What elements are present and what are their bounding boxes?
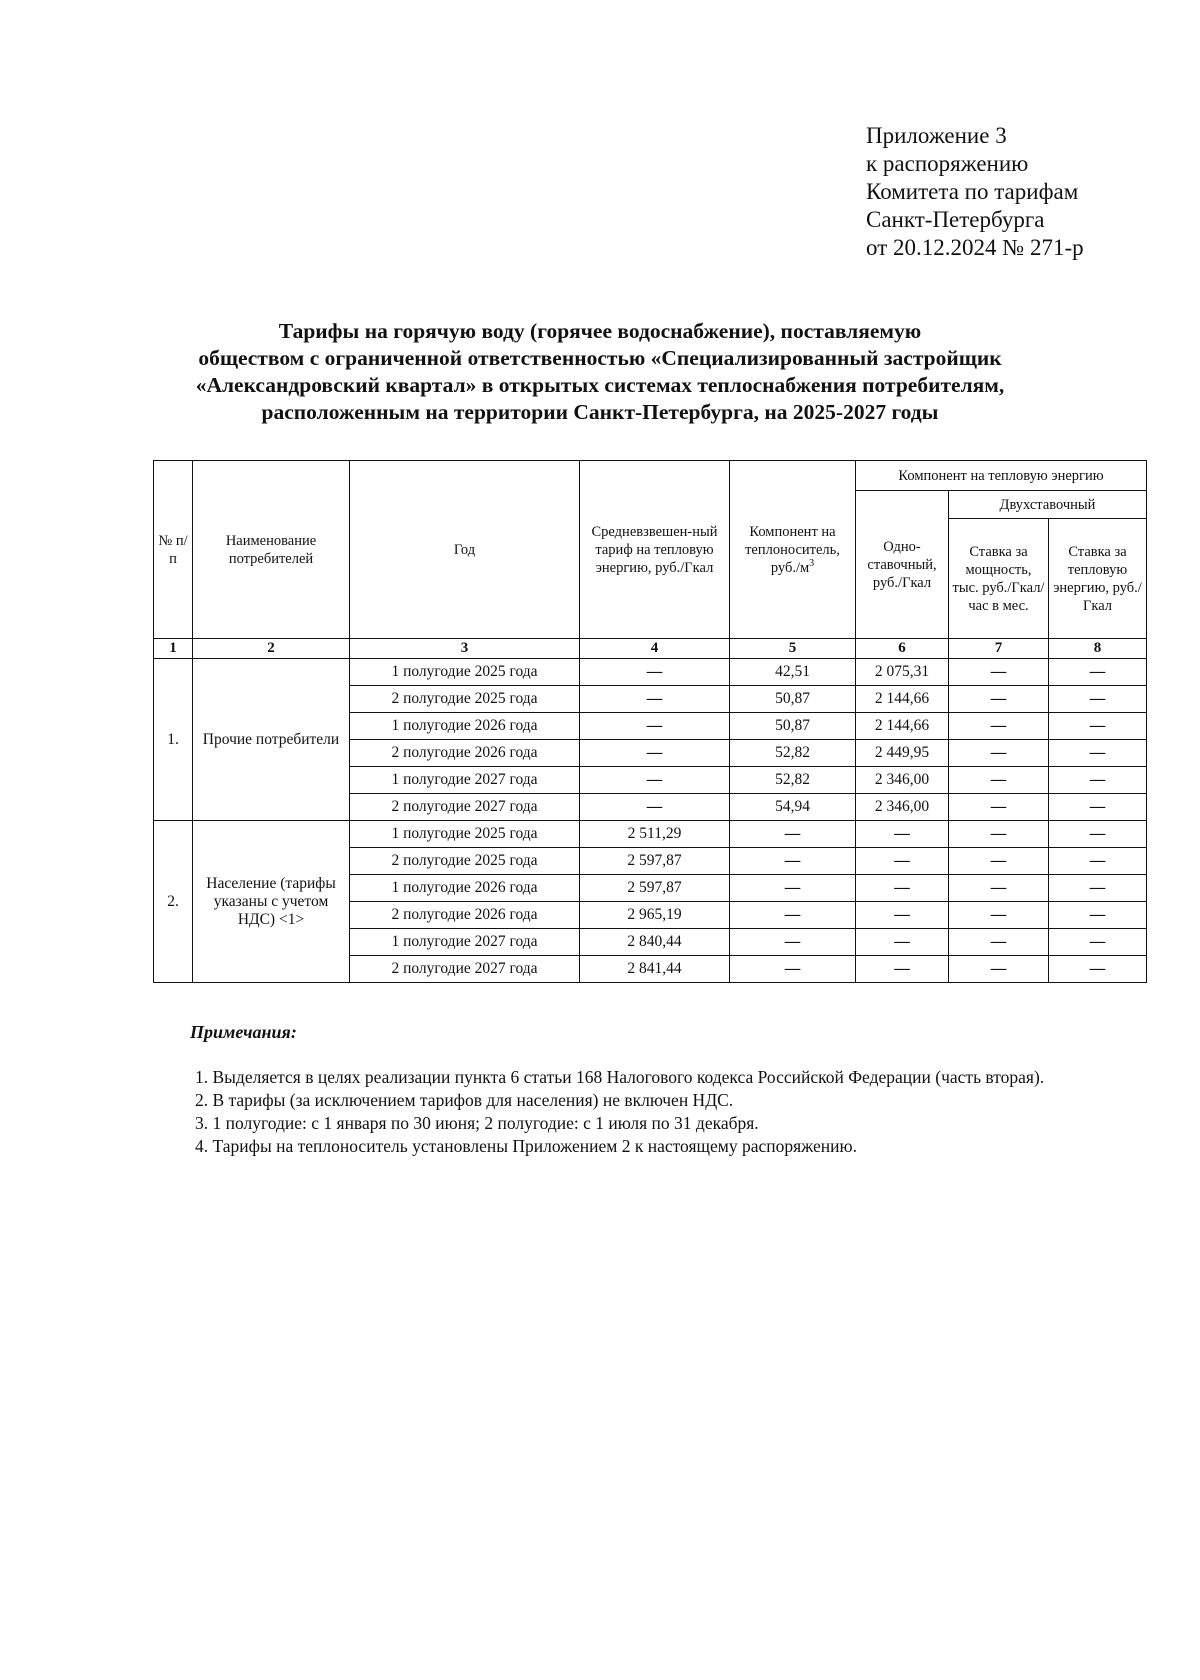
header-carrier-component bbox=[730, 461, 856, 639]
value-cell-energy: — bbox=[1049, 659, 1147, 686]
value-cell-carrier: 54,94 bbox=[730, 794, 856, 821]
notes-title: Примечания: bbox=[190, 1022, 297, 1042]
header-two-rate: Двухставочный bbox=[949, 491, 1147, 519]
value-cell-one-rate: 2 346,00 bbox=[856, 794, 949, 821]
title-line: Тарифы на горячую воду (горячее водоснабжение), поставляемую bbox=[278, 319, 922, 343]
appendix-line: Комитета по тарифам bbox=[866, 179, 1079, 204]
group-number: 2. bbox=[154, 821, 193, 983]
value-cell-one-rate: — bbox=[856, 821, 949, 848]
column-number: 4 bbox=[580, 639, 730, 659]
appendix-reference bbox=[866, 122, 1084, 262]
header-one-rate: Одно-ставочный, руб./Гкал bbox=[856, 491, 949, 639]
value-cell-carrier: 52,82 bbox=[730, 767, 856, 794]
value-cell-energy: — bbox=[1049, 848, 1147, 875]
period-cell: 2 полугодие 2026 года bbox=[350, 740, 580, 767]
value-cell-energy: — bbox=[1049, 740, 1147, 767]
value-cell-one-rate: 2 449,95 bbox=[856, 740, 949, 767]
header-num: № п/п bbox=[154, 461, 193, 639]
value-cell-one-rate: 2 075,31 bbox=[856, 659, 949, 686]
value-cell-energy: — bbox=[1049, 767, 1147, 794]
column-number: 3 bbox=[350, 639, 580, 659]
period-cell: 1 полугодие 2027 года bbox=[350, 929, 580, 956]
value-cell-one-rate: 2 144,66 bbox=[856, 713, 949, 740]
title-line: «Александровский квартал» в открытых системах теплоснабжения потребителям, bbox=[195, 373, 1005, 397]
title-line: расположенным на территории Санкт-Петербурга, на 2025-2027 годы bbox=[261, 400, 939, 424]
period-cell: 1 полугодие 2027 года bbox=[350, 767, 580, 794]
value-cell-capacity: — bbox=[949, 659, 1049, 686]
period-cell: 1 полугодие 2025 года bbox=[350, 821, 580, 848]
document-title bbox=[150, 318, 1050, 426]
value-cell-avg: — bbox=[580, 767, 730, 794]
notes-list bbox=[195, 1066, 1115, 1158]
value-cell-avg: 2 841,44 bbox=[580, 956, 730, 983]
value-cell-one-rate: — bbox=[856, 929, 949, 956]
value-cell-energy: — bbox=[1049, 713, 1147, 740]
period-cell: 2 полугодие 2026 года bbox=[350, 902, 580, 929]
group-name: Прочие потребители bbox=[193, 659, 350, 821]
period-cell: 2 полугодие 2025 года bbox=[350, 848, 580, 875]
note-item: 2. В тарифы (за исключением тарифов для населения) не включен НДС. bbox=[195, 1090, 734, 1110]
value-cell-one-rate: — bbox=[856, 848, 949, 875]
value-cell-energy: — bbox=[1049, 875, 1147, 902]
title-line: обществом с ограниченной ответственностью «Специализированный застройщик bbox=[198, 346, 1002, 370]
period-cell: 2 полугодие 2027 года bbox=[350, 956, 580, 983]
note-item: 4. Тарифы на теплоноситель установлены Приложением 2 к настоящему распоряжению. bbox=[195, 1136, 857, 1156]
value-cell-energy: — bbox=[1049, 794, 1147, 821]
column-number: 6 bbox=[856, 639, 949, 659]
table-row bbox=[154, 659, 1147, 686]
value-cell-capacity: — bbox=[949, 902, 1049, 929]
column-number: 5 bbox=[730, 639, 856, 659]
appendix-line: Санкт-Петербурга bbox=[866, 207, 1045, 232]
value-cell-energy: — bbox=[1049, 821, 1147, 848]
value-cell-capacity: — bbox=[949, 956, 1049, 983]
value-cell-energy: — bbox=[1049, 956, 1147, 983]
value-cell-avg: 2 597,87 bbox=[580, 875, 730, 902]
value-cell-carrier: 52,82 bbox=[730, 740, 856, 767]
period-cell: 1 полугодие 2026 года bbox=[350, 875, 580, 902]
value-cell-carrier: — bbox=[730, 929, 856, 956]
period-cell: 2 полугодие 2025 года bbox=[350, 686, 580, 713]
header-name: Наименование потребителей bbox=[193, 461, 350, 639]
value-cell-capacity: — bbox=[949, 794, 1049, 821]
value-cell-one-rate: 2 144,66 bbox=[856, 686, 949, 713]
value-cell-carrier: — bbox=[730, 902, 856, 929]
value-cell-carrier: — bbox=[730, 956, 856, 983]
value-cell-capacity: — bbox=[949, 686, 1049, 713]
value-cell-carrier: — bbox=[730, 821, 856, 848]
column-number: 8 bbox=[1049, 639, 1147, 659]
appendix-line: от 20.12.2024 № 271-р bbox=[866, 235, 1084, 260]
header-energy-component: Компонент на тепловую энергию bbox=[856, 461, 1147, 491]
value-cell-energy: — bbox=[1049, 686, 1147, 713]
period-cell: 1 полугодие 2026 года bbox=[350, 713, 580, 740]
group-number: 1. bbox=[154, 659, 193, 821]
header-capacity-rate: Ставка за мощность, тыс. руб./Гкал/ час в мес. bbox=[949, 519, 1049, 639]
value-cell-capacity: — bbox=[949, 821, 1049, 848]
value-cell-capacity: — bbox=[949, 875, 1049, 902]
value-cell-avg: — bbox=[580, 686, 730, 713]
appendix-line: к распоряжению bbox=[866, 151, 1029, 176]
note-item: 1. Выделяется в целях реализации пункта 6 статьи 168 Налогового кодекса Российской Федерации (часть вторая). bbox=[195, 1067, 1045, 1087]
header-energy-rate: Ставка за тепловую энергию, руб./Гкал bbox=[1049, 519, 1147, 639]
value-cell-carrier: — bbox=[730, 875, 856, 902]
header-avg-tariff: Средневзвешен-ный тариф на тепловую энергию, руб./Гкал bbox=[580, 461, 730, 639]
value-cell-avg: 2 965,19 bbox=[580, 902, 730, 929]
value-cell-avg: — bbox=[580, 794, 730, 821]
value-cell-capacity: — bbox=[949, 713, 1049, 740]
value-cell-avg: — bbox=[580, 659, 730, 686]
period-cell: 2 полугодие 2027 года bbox=[350, 794, 580, 821]
value-cell-carrier: 50,87 bbox=[730, 713, 856, 740]
value-cell-capacity: — bbox=[949, 929, 1049, 956]
value-cell-carrier: — bbox=[730, 848, 856, 875]
value-cell-energy: — bbox=[1049, 929, 1147, 956]
appendix-line: Приложение 3 bbox=[866, 123, 1007, 148]
value-cell-one-rate: 2 346,00 bbox=[856, 767, 949, 794]
value-cell-avg: — bbox=[580, 740, 730, 767]
value-cell-capacity: — bbox=[949, 848, 1049, 875]
note-item: 3. 1 полугодие: с 1 января по 30 июня; 2 полугодие: с 1 июля по 31 декабря. bbox=[195, 1113, 759, 1133]
value-cell-one-rate: — bbox=[856, 902, 949, 929]
column-numbers-row bbox=[154, 639, 1147, 659]
tariff-table bbox=[153, 460, 1147, 983]
column-number: 1 bbox=[154, 639, 193, 659]
value-cell-one-rate: — bbox=[856, 956, 949, 983]
value-cell-carrier: 42,51 bbox=[730, 659, 856, 686]
value-cell-capacity: — bbox=[949, 740, 1049, 767]
value-cell-carrier: 50,87 bbox=[730, 686, 856, 713]
header-year: Год bbox=[350, 461, 580, 639]
period-cell: 1 полугодие 2025 года bbox=[350, 659, 580, 686]
column-number: 2 bbox=[193, 639, 350, 659]
group-name: Население (тарифы указаны с учетом НДС) <1> bbox=[193, 821, 350, 983]
table-row bbox=[154, 821, 1147, 848]
value-cell-avg: 2 597,87 bbox=[580, 848, 730, 875]
value-cell-avg: 2 840,44 bbox=[580, 929, 730, 956]
value-cell-one-rate: — bbox=[856, 875, 949, 902]
value-cell-capacity: — bbox=[949, 767, 1049, 794]
value-cell-energy: — bbox=[1049, 902, 1147, 929]
value-cell-avg: 2 511,29 bbox=[580, 821, 730, 848]
value-cell-avg: — bbox=[580, 713, 730, 740]
column-number: 7 bbox=[949, 639, 1049, 659]
header-carrier-text: Компонент на теплоноситель, руб./м bbox=[745, 523, 840, 576]
header-carrier-exp: 3 bbox=[809, 557, 815, 569]
